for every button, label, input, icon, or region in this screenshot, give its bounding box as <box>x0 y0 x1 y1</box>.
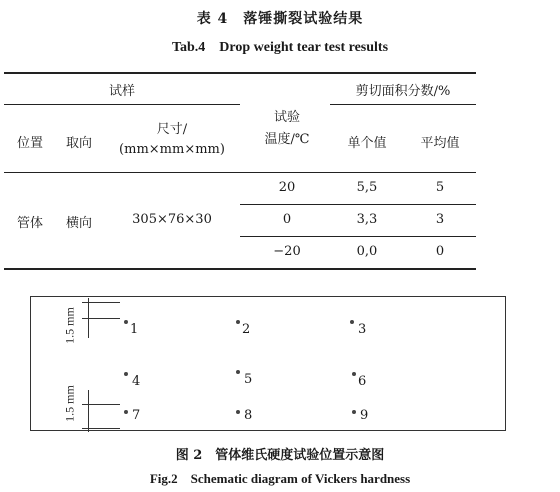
header-test-temp-line1: 试验 <box>273 110 300 125</box>
row2-single: 3,3 <box>356 212 378 227</box>
header-position: 位置 <box>16 136 43 151</box>
figure-caption-en: Fig.2 Schematic diagram of Vickers hardness <box>149 471 411 486</box>
dim-top-label: 1.5 mm <box>62 307 77 344</box>
point-4-label: 4 <box>132 374 141 389</box>
point-4-marker <box>124 372 128 376</box>
point-1-marker <box>124 320 128 324</box>
point-8-label: 8 <box>244 408 253 423</box>
header-average: 平均值 <box>420 136 460 151</box>
table-bottom-rule <box>4 268 476 270</box>
row2-avg: 3 <box>435 212 445 227</box>
point-3-label: 3 <box>358 322 367 337</box>
point-6-marker <box>352 372 356 376</box>
body-position: 管体 <box>16 216 43 231</box>
header-size: 尺寸/ <box>156 122 188 137</box>
header-size-unit: (mm×mm×mm) <box>119 142 225 157</box>
point-5-label: 5 <box>244 372 253 387</box>
point-1-label: 1 <box>130 322 139 337</box>
body-size: 305×76×30 <box>132 212 212 227</box>
row3-single: 0,0 <box>356 244 378 259</box>
header-shear-area: 剪切面积分数/% <box>355 84 451 99</box>
table-title-en: Tab.4 Drop weight tear test results <box>171 40 389 55</box>
point-6-label: 6 <box>358 374 367 389</box>
header-sample: 试样 <box>108 84 135 99</box>
body-direction: 横向 <box>65 216 92 231</box>
table-title-cn: 表 4 落锤撕裂试验结果 <box>196 11 364 27</box>
table-top-rule <box>4 72 476 74</box>
table-sample-underline <box>4 104 240 105</box>
point-2-label: 2 <box>242 322 251 337</box>
header-single: 单个值 <box>347 136 387 151</box>
row1-avg: 5 <box>435 180 445 195</box>
header-test-temp-line2: 温度/℃ <box>264 132 310 147</box>
point-7-label: 7 <box>132 408 141 423</box>
table-header-rule <box>4 172 476 173</box>
dim-bottom-arrow-line <box>88 390 89 432</box>
table-row-rule-1 <box>240 204 476 205</box>
point-9-label: 9 <box>360 408 369 423</box>
point-3-marker <box>350 320 354 324</box>
dim-top-arrow-line <box>88 298 89 338</box>
header-direction: 取向 <box>65 136 92 151</box>
table-shear-underline <box>330 104 476 105</box>
dim-bottom-label: 1.5 mm <box>62 385 77 422</box>
row2-temp: 0 <box>282 212 292 227</box>
point-9-marker <box>352 410 356 414</box>
point-8-marker <box>236 410 240 414</box>
table-row-rule-2 <box>240 236 476 237</box>
row1-single: 5,5 <box>356 180 378 195</box>
point-2-marker <box>236 320 240 324</box>
row1-temp: 20 <box>278 180 296 195</box>
point-5-marker <box>236 370 240 374</box>
row3-temp: −20 <box>273 244 301 259</box>
specimen-outline <box>30 296 506 431</box>
row3-avg: 0 <box>435 244 445 259</box>
point-7-marker <box>124 410 128 414</box>
figure-caption-cn: 图 2 管体维氏硬度试验位置示意图 <box>175 448 385 463</box>
